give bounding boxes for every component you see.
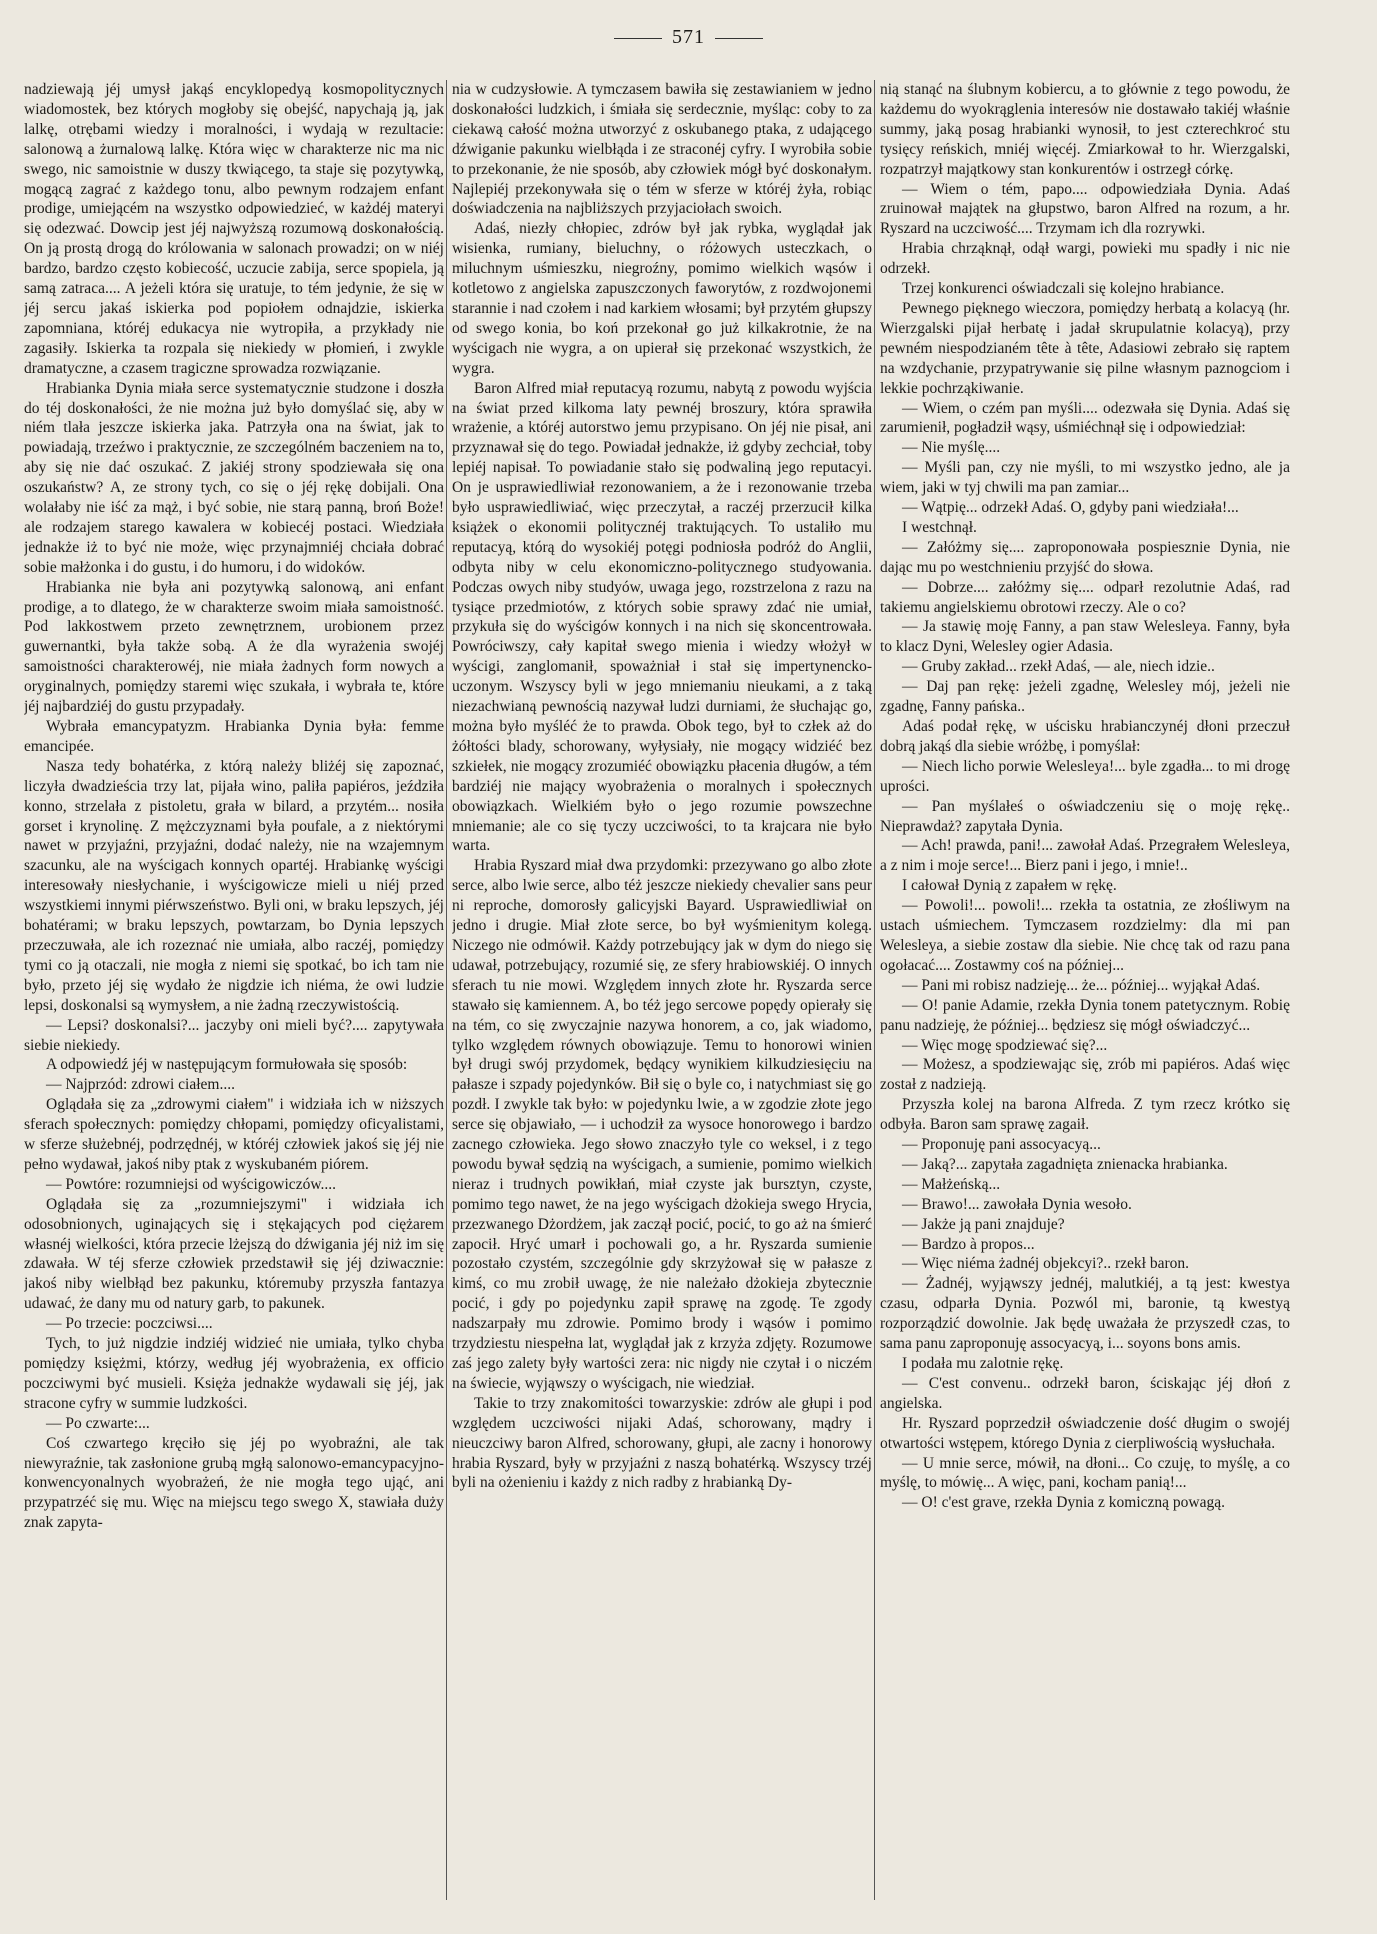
article-paragraph: — Po trzecie: poczciwsi.... <box>46 1315 213 1333</box>
header-rule-left <box>614 38 662 39</box>
article-paragraph: nią stanąć na ślubnym kobiercu, a to głównie z tego powodu, że każdemu do wyokrąglenia interesów nie dostawało takiéj właśnie summy, jaką posag hrabianki wynosił, to jest czterechkroć stu tysięcy reńskich, mniéj więcéj. Zmiarkował to hr. Wierzgalski, rozpatrzył majątkowy stan konkurentów i ostrzegł córkę. <box>880 81 1290 178</box>
article-paragraph: — Nie myślę.... <box>902 439 1001 457</box>
article-paragraph: — Lepsi? doskonalsi?... jaczyby oni mieli być?.... zapytywała siebie niekiedy. <box>24 1016 444 1054</box>
article-paragraph: — Niech licho porwie Welesleya!... byle zgadła... to mi drogę uprości. <box>880 757 1290 795</box>
column-divider-1 <box>446 80 447 1900</box>
article-paragraph: — Możesz, a spodziewając się, zrób mi papiéros. Adaś więc został z nadzieją. <box>880 1056 1290 1094</box>
article-paragraph: — O! c'est grave, rzekła Dynia z komiczną powagą. <box>902 1494 1225 1512</box>
article-paragraph: Hr. Ryszard poprzedził oświadczenie dość długim o swojéj otwartości wstępem, którego Dynia z cierpliwością wysłuchała. <box>880 1414 1290 1452</box>
article-paragraph: — U mnie serce, mówił, na dłoni... Co czuję, to myślę, a co myślę, to mówię... A więc, pani, kocham panią!... <box>880 1454 1290 1492</box>
text-column-3 <box>880 80 1290 1900</box>
article-paragraph: — Ach! prawda, pani!... zawołał Adaś. Przegrałem Welesleya, a z nim i moje serce!... Bierz pani i jego, i mnie!.. <box>880 837 1290 875</box>
article-paragraph: — Jakże ją pani znajduje? <box>902 1215 1065 1233</box>
article-paragraph: Tych, to już nigdzie indziéj widzieć nie umiała, tylko chyba pomiędzy księżmi, którzy, według jéj wyobrażenia, ex officio poczciwymi być musieli. Księża jednakże wydawali się jéj, jak stracone cyfry w summie ludzkości. <box>24 1335 444 1412</box>
article-paragraph: — Daj pan rękę: jeżeli zgadnę, Welesley mój, jeżeli nie zgadnę, Fanny pańska.. <box>880 678 1290 716</box>
article-paragraph: I podała mu zalotnie rękę. <box>902 1355 1064 1372</box>
page-number-header <box>0 26 1377 49</box>
article-paragraph: — Powoli!... powoli!... rzekła ta ostatnia, ze złośliwym na ustach uśmiechem. Tymczasem rozdzielmy: dla mi pan Welesleya, a siebie zostaw dla siebie. Nie chcę tak od razu pana ogołacać.... Zostawmy coś na później... <box>880 897 1290 974</box>
article-paragraph: Adaś podał rękę, w uścisku hrabianczynéj dłoni przeczuł dobrą jakąś dla siebie wróżbę, i pomyślał: <box>880 718 1290 755</box>
article-paragraph: — Małżeńską... <box>902 1175 1001 1193</box>
article-paragraph: — Dobrze.... załóżmy się.... odparł rezolutnie Adaś, rad takiemu angielskiemu obrotowi rzeczy. Ale o co? <box>880 578 1290 616</box>
article-paragraph: nadziewają jéj umysł jakąś encyklopedyą kosmopolitycznych wiadomostek, bez których mogłoby się obejść, napychają ją, jak lalkę, otrębami wiedzy i moralności, i wydają w rezultacie: salonową a żurnalową lalkę. Która więc w charakterze nic ma nic swego, nic samoistnie w duszy tkwiącego, ta staje się pozytywką, mogącą zagrać z każdego tonu, albo pewnym rodzajem enfant prodige, umiejącém na wszystko odpowiedzieć, w każdéj materyi się odezwać. Dowcip jest jéj najwyższą rozumową doskonałością. On ją prostą drogą do królowania w salonach prowadzi; on w niéj bardzo, bardzo często kobiecość, uczucie zabija, serce spopiela, ją samą zatraca.... A jeżeli która się uratuje, to tém jedynie, że się w jéj sercu jakaś iskierka pod popiołem odnajdzie, iskierka zapomniana, któréj edukacya nie wytropiła, a przykłady nie zagasiły. Iskierka ta rozpala się niekiedy w płomień, i zwykle dramatyczne, a czasem tragiczne sprowadza rozwiązanie. <box>24 81 444 377</box>
article-paragraph: — Proponuję pani assocyacyą... <box>902 1136 1101 1154</box>
article-paragraph: — Pani mi robisz nadzieję... że... później... wyjąkał Adaś. <box>902 976 1261 994</box>
article-paragraph: — Pan myślałeś o oświadczeniu się o moję rękę.. Nieprawdaż? zapytała Dynia. <box>880 797 1290 835</box>
article-paragraph: A odpowiedź jéj w następującym formułowała się sposób: <box>46 1056 408 1074</box>
column-divider-2 <box>874 80 875 1900</box>
article-paragraph: — Załóżmy się.... zaproponowała pospiesznie Dynia, nie dając mu po westchnieniu przyjść do słowa. <box>880 538 1290 576</box>
article-paragraph: Wybrała emancypatyzm. Hrabianka Dynia była: femme emancipée. <box>24 718 444 755</box>
article-paragraph: — Najprzód: zdrowi ciałem.... <box>46 1076 235 1094</box>
article-paragraph: — C'est convenu.. odrzekł baron, ściskając jéj dłoń z angielska. <box>880 1374 1290 1412</box>
article-paragraph: nia w cudzysłowie. A tymczasem bawiła się zestawianiem w jedno doskonałości ludzkich, i śmiała się serdecznie, myśląc: coby to za ciekawą całość można utworzyć z oskubanego ptaka, z udającego dźwiganie pakunku wielbłąda i ze straconéj cyfry. I wyrobiła sobie to przekonanie, że nie sposób, aby człowiek mógł być doskonałym. Najlepiéj przekonywała się o tém w sferze w któréj żyła, robiąc doświadczenia na najbliższych przyjaciołach swoich. <box>452 81 872 218</box>
article-paragraph: Trzej konkurenci oświadczali się kolejno hrabiance. <box>902 280 1225 298</box>
text-column-2 <box>452 80 872 1900</box>
text-column-1 <box>24 80 444 1900</box>
article-paragraph: — Myśli pan, czy nie myśli, to mi wszystko jedno, ale ja wiem, jaki w tyj chwili ma pan zamiar... <box>880 459 1290 497</box>
article-paragraph: I westchnął. <box>902 518 977 536</box>
article-paragraph: Adaś, niezły chłopiec, zdrów był jak rybka, wyglądał jak wisienka, rumiany, bieluchny, o różowych usteczkach, o miluchnym uśmieszku, niegroźny, pomimo wielkich wąsów i kotletowo z angielska zapuszczonych faworytów, z rozdwojonemi starannie i nad czołem i nad karkiem włosami; był przytém głupszy od swego konia, bo koń przekonał go już kilkakrotnie, że na wyścigach nie wygra, a on upierał się przekonać wszystkich, że wygra. <box>452 220 872 377</box>
article-paragraph: — Wiem o tém, papo.... odpowiedziała Dynia. Adaś zruinował majątek na głupstwo, baron Alfred na rozum, a hr. Ryszard na uczciwość.... Trzymam ich dla rozrywki. <box>880 180 1290 238</box>
article-paragraph: — Więc niéma żadnéj objekcyi?.. rzekł baron. <box>902 1255 1190 1273</box>
article-paragraph: I całował Dynią z zapałem w rękę. <box>902 877 1117 895</box>
article-paragraph: — Ja stawię moję Fanny, a pan staw Welesleya. Fanny, była to klacz Dyni, Welesley ogier Adasia. <box>880 618 1290 656</box>
article-paragraph: Przyszła kolej na barona Alfreda. Z tym rzecz krótko się odbyła. Baron sam sprawę zagaił. <box>880 1096 1290 1134</box>
article-paragraph: Oglądała się za „zdrowymi ciałem" i widziała ich w niższych sferach społecznych: pomiędzy chłopami, pomiędzy oficyalistami, w sferze służebnéj, podrzędnéj, w któréj człowiek jakoś się jéj nie pełno wydawał, jakoś niby ptak z wyskubaném piórem. <box>24 1096 444 1173</box>
article-paragraph: — Wątpię... odrzekł Adaś. O, gdyby pani wiedziała!... <box>902 499 1239 517</box>
article-paragraph: — Brawo!... zawołała Dynia wesoło. <box>902 1195 1132 1213</box>
article-paragraph: — Bardzo à propos... <box>902 1235 1035 1253</box>
article-paragraph: Nasza tedy bohatérka, z którą należy bliżéj się zapoznać, liczyła dwadzieścia trzy lat, pijała wino, paliła papiéros, jeździła konno, strzelała z pistoletu, grała w bilard, a przytém... nosiła gorset i krynolinę. Z mężczyznami była poufale, a z niektórymi nawet w przyjaźni, przyjaźni, dodać należy, nie na wzajemnym szacunku, ale na wyścigach konnych opartéj. Hrabiankę wyścigi interesowały niesłychanie, i wyścigowicze mieli u niéj przed wszystkiemi innymi piérwszeństwo. Byli oni, w braku lepszych, jéj bohatérami; w braku lepszych, powtarzam, bo Dynia lepszych przeczuwała, ale ich rozeznać nie umiała, albo raczéj, pomiędzy tymi co ją otaczali, nie mogła z niemi się spotkać, bo ich tam nie było, przeto jéj się wydało że nigdzie ich niéma, że owi ludzie lepsi, doskonalsi są wymysłem, a nie żadną rzeczywistością. <box>24 757 444 1014</box>
article-paragraph: Baron Alfred miał reputacyą rozumu, nabytą z powodu wyjścia na świat przed kilkoma laty pewnéj broszury, która sprawiła wrażenie, a któréj autorstwo jemu przypisano. On jéj nie pisał, ani przyznawał się do tego. Powiadał jednakże, iż gdyby zechciał, toby lepiéj napisał. To powiadanie stało się podwaliną jego reputacyi. On je usprawiedliwiał rezonowaniem, a że i rezonowanie trzeba było usprawiedliwiać, więc przeczytał, a raczéj przerzucił kilka książek o ekonomii politycznéj traktujących. To ustaliło mu reputacyą, którą do wysokiéj potęgi podniosła podróż do Anglii, odbyta niby w celu ekonomiczno-politycznego studyowania. Podczas owych niby studyów, uwaga jego, rozstrzelona z razu na tysiące przedmiotów, z których sobie sprawy zdać nie umiał, przykuła się do wyścigów konnych i na nich się skoncentrowała. Powróciwszy, cały kapitał swego mienia i wiedzy włożył w wyścigi, zanglomanił, spoważniał i stał się impertynencko-uczonym. Wszyscy byli w jego mniemaniu nieukami, a z taką niezachwianą pewnością nazywał ludzi durniami, że słuchając go, można było myśléć że to prawda. Obok tego, był to człek aż do żółtości blady, schorowany, wyłysiały, nie mogący widziéć bez szkiełek, nie mogący zrozumiéć obowiązku płacenia długów, a tém bardziéj nie mający wyobrażenia o moralnych i społecznych obowiązkach. Wielkiém było o jego rozumie powszechne mniemanie; ale co się tyczy uczciwości, to ta krajcara nie było warta. <box>452 379 872 855</box>
article-paragraph: — Więc mogę spodziewać się?... <box>902 1036 1108 1054</box>
article-paragraph: Oglądała się za „rozumniejszymi" i widziała ich odosobnionych, uginających się i stękających pod ciężarem własnéj wielkości, która przecie lżejszą do dźwigania jéj niż im się zdawała. W téj sferze człowiek przedstawił się jéj dziwacznie: jakoś niby wielbłąd bez pakunku, któremuby przyszła fantazya udawać, że dany mu od natury garb, to pakunek. <box>24 1195 444 1313</box>
article-paragraph: — Wiem, o czém pan myśli.... odezwała się Dynia. Adaś się zarumienił, pogładził wąsy, uśmiéchnął się i odpowiedział: <box>880 399 1290 437</box>
article-paragraph: Pewnego pięknego wieczora, pomiędzy herbatą a kolacyą (hr. Wierzgalski pijał herbatę i jadał skrupulatnie kolacyą), przy pewném niespodzianém tête à tête, Adasiowi zebrało się raptem na wzdychanie, przypatrywanie się pilne własnym paznogciom i lekkie pochrząkiwanie. <box>880 299 1290 397</box>
page-number: 571 <box>672 26 705 48</box>
article-paragraph: Hrabia Ryszard miał dwa przydomki: przezywano go albo złote serce, albo lwie serce, albo téż jeszcze niekiedy chevalier sans peur ni reproche, domorosły galicyjski Bayard. Usprawiedliwiał on jedno i drugie. Miał złote serce, bo był wyśmienitym kolegą. Niczego nie odmówił. Każdy potrzebujący jak w dym do niego się udawał, potrzebujący, rozumié się, ze sfery hrabiowskiéj. O innych sferach tu nie mowi. Względem innych złote hr. Ryszarda serce stawało się kamiennem. A, bo téż jego sercowe popędy opierały się na tém, co się zwyczajnie nazywa honorem, a co, jak wiadomo, tylko względem równych obowiązuje. Temu to honorowi winien był drugi swój przydomek, będący wynikiem kilkudziesięciu na pałasze i szpady pojedynków. Bił się o byle co, i natychmiast się go pozdł. I zwykle tak było: w pojedynku lwie, a w zgodzie złote jego serce się objawiało, — i uchodził za wysoce honorowego i bardzo zacnego człowieka. Jego słowo znaczyło tyle co weksel, i z tego powodu bywał sędzią na wyścigach, a sumienie, pomimo wielkich nieraz i trudnych powikłań, miał czyste jak bursztyn, czyste, pomimo tego nawet, że na jego wyścigach dżokieja swego Hrycia, przezwanego Dżordżem, jak zaczął pocić, pocić, to go aż na śmierć zapocił. Hryć umarł i pochowali go, a hr. Ryszarda sumienie pozostało czystém, szczególnie gdy skrzyżował się w pałasze z kimś, co mu zrobił uwagę, że nie należało dżokieja zbytecznie pocić, i gdy po pojedynku zapił sprawę na zgodę. Te zgody nadszarpały mu zdrowie. Pomimo brody i wąsów i pomimo trzydziestu niespełna lat, wyglądał jak z krzyża zdjęty. Rozumowe zaś jego zalety były wartości zera: nic nigdy nie czytał i o niczém na świecie, wyjąwszy o wyścigach, nie wiedział. <box>452 857 872 1392</box>
article-paragraph: Takie to trzy znakomitości towarzyskie: zdrów ale głupi i pod względem uczciwości nijaki Adaś, schorowany, mądry i nieuczciwy baron Alfred, schorowany, głupi, ale zacny i honorowy hrabia Ryszard, były w przyjaźni z naszą bohatérką. Wszyscy trzéj byli na ożenieniu i każdy z nich radby z hrabianką Dy- <box>452 1394 872 1492</box>
article-paragraph: — O! panie Adamie, rzekła Dynia tonem patetycznym. Robię panu nadzieję, że później... będziesz się mógł oświadczyć... <box>880 996 1290 1034</box>
article-paragraph: Coś czwartego kręciło się jéj po wyobraźni, ale tak niewyraźnie, tak zasłonione grubą mgłą salonowo-emancypacyjno-konwencyonalnych wyobrażeń, że nie mogła tego ująć, ani przypatrzéć się mu. Więc na miejscu tego swego X, stawiała duży znak zapyta- <box>24 1434 444 1532</box>
article-paragraph: Hrabia chrząknął, odął wargi, powieki mu spadły i nic nie odrzekł. <box>880 240 1290 278</box>
article-paragraph: — Żadnéj, wyjąwszy jednéj, malutkiéj, a tą jest: kwestya czasu, odparła Dynia. Pozwól mi, baronie, tą kwestyą rozporządzić dowolnie. Jak będę uważała że przyszedł czas, to sama panu zaproponuję assocyacyą, i... soyons bons amis. <box>880 1275 1290 1353</box>
article-paragraph: Hrabianka nie była ani pozytywką salonową, ani enfant prodige, a to dlatego, że w charakterze swoim miała samoistność. Pod lakkostwem przeto zewnętrznem, urobionem przez guwernantki, była także sobą. A że dla wyrażenia swojéj samoistności charakterowéj, nie miała żadnych form nowych a oryginalnych, pomiędzy staremi więc szukała, i wybrała te, które jéj najbardziéj do gustu przypadały. <box>24 578 444 716</box>
article-paragraph: — Gruby zakład... rzekł Adaś, — ale, niech idzie.. <box>902 658 1215 676</box>
article-paragraph: Hrabianka Dynia miała serce systematycznie studzone i doszła do téj doskonałości, że nie można już było domyślać się, aby w niém tlała jeszcze iskierka jaka. Patrzyła ona na świat, jak to powiadają, trzeźwo i praktycznie, ze szczególném baczeniem na to, aby się nie dać oszukać. Z jakiéj strony spodziewała się ona oszukaństw? A, ze strony tych, co się o jéj rękę dobijali. Ona wolałaby nie iść za mąż, i być sobie, nie starą panną, broń Boże! ale rodzajem starego kawalera w kobiecéj postaci. Wiedziała jednakże iż to być nie może, więc przynajmniéj chciała dobrać sobie małżonka i do gustu, i do humoru, i do widoków. <box>24 379 444 576</box>
article-paragraph: — Powtóre: rozumniejsi od wyścigowiczów.... <box>46 1175 337 1193</box>
article-paragraph: — Po czwarte:... <box>46 1414 150 1432</box>
header-rule-right <box>715 38 763 39</box>
article-paragraph: — Jaką?... zapytała zagadnięta znienacka hrabianka. <box>902 1155 1228 1173</box>
